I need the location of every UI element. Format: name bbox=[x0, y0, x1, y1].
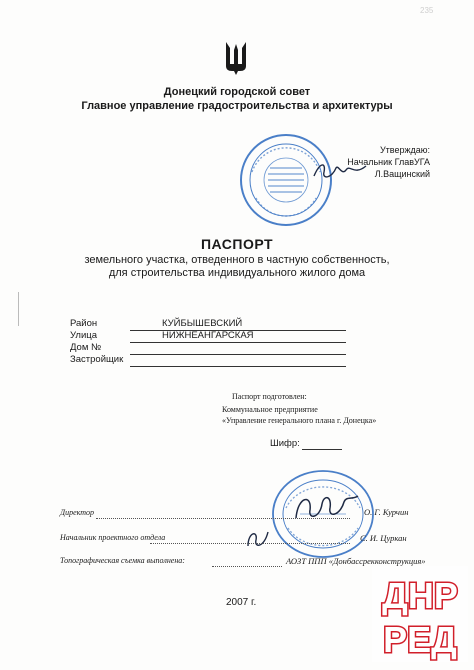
dnr-red-watermark-logo bbox=[372, 566, 468, 662]
district-label: Район bbox=[70, 318, 98, 329]
head-name: С. И. Цуркан bbox=[360, 533, 407, 543]
department-name: Главное управление градостроительства и архитектуры bbox=[81, 100, 393, 112]
survey-organization: АОЗТ ППП «Донбассрекконструкция» bbox=[286, 556, 426, 566]
head-signature-line bbox=[150, 533, 350, 544]
svg-text:РЕД: РЕД bbox=[383, 619, 457, 660]
developer-label: Застройщик bbox=[70, 354, 124, 365]
house-number-label: Дом № bbox=[70, 342, 102, 353]
street-label: Улица bbox=[70, 330, 97, 341]
margin-mark bbox=[18, 292, 19, 326]
prepared-by-enterprise: Коммунальное предприятие bbox=[222, 405, 318, 414]
prepared-by-org: «Управление генерального плана г. Донецка» bbox=[222, 416, 377, 425]
district-value: КУЙБЫШЕВСКИЙ bbox=[162, 318, 243, 329]
cipher-line bbox=[302, 437, 342, 450]
approve-label: Утверждаю: bbox=[379, 145, 430, 155]
approve-name: Л.Ващинский bbox=[374, 169, 430, 179]
director-signature-line bbox=[96, 508, 350, 519]
director-role: Директор bbox=[60, 508, 95, 517]
trident-emblem-icon bbox=[224, 40, 248, 76]
street-value: НИЖНЕАНГАРСКАЯ bbox=[162, 330, 254, 341]
council-name: Донецкий городской совет bbox=[163, 86, 311, 98]
survey-signature-line bbox=[212, 556, 282, 567]
document-title: ПАСПОРТ bbox=[200, 236, 274, 252]
cipher-label: Шифр: bbox=[270, 438, 300, 449]
director-name: О. Г. Курчин bbox=[364, 507, 409, 517]
document-subtitle-2: для строительства индивидуального жилого дома bbox=[108, 267, 366, 279]
survey-role: Топографическая съемка выполнена: bbox=[60, 556, 185, 565]
developer-line bbox=[130, 354, 346, 367]
head-role: Начальник проектного отдела bbox=[60, 533, 166, 542]
document-subtitle-1: земельного участка, отведенного в частную собственность, bbox=[84, 254, 390, 266]
corner-page-number: 235 bbox=[420, 6, 434, 15]
approve-position: Начальник ГлавУГА bbox=[347, 157, 430, 167]
svg-text:ДНР: ДНР bbox=[382, 575, 458, 616]
prepared-by-label: Паспорт подготовлен: bbox=[232, 392, 307, 401]
document-year: 2007 г. bbox=[226, 597, 257, 608]
